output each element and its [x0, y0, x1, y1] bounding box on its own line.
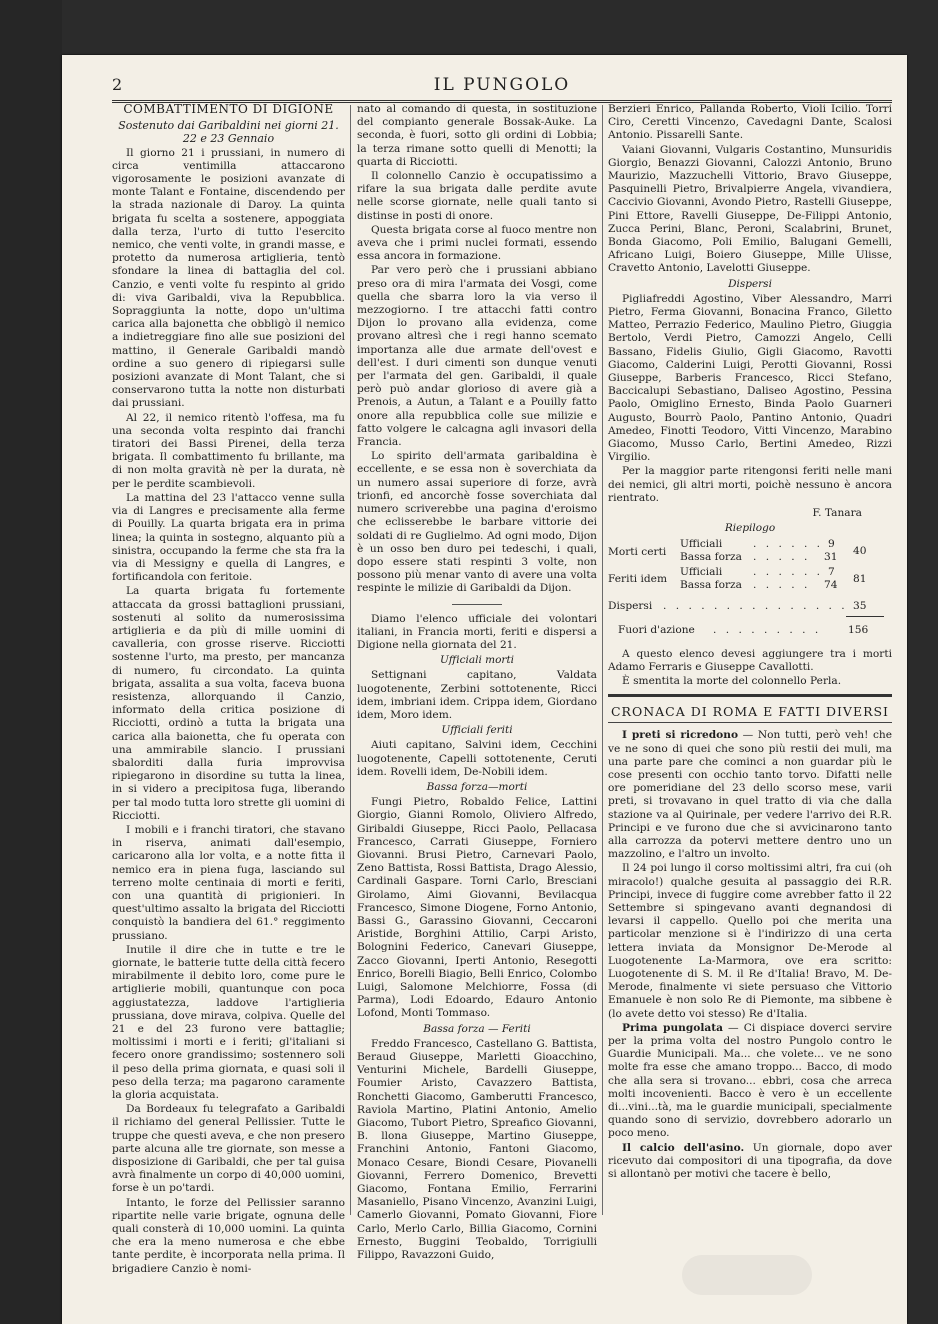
recap-table: Morti certi Ufficiali Bassa forza . . . . . . . . . . . 9 31 40 Feriti idem Ufficiali Bassa forza . . . . . . . . . . . 7 74 81 Dispersi . . . . . . . . . . . . . . . 35 Fuori d'azione . . . . . . . . . 156: [608, 538, 892, 648]
paragraph: nato al comando di questa, in sostituzione del compianto generale Bossak-Auke. La seconda, è fuori, sotto gli ordini di Lobbia; la terza rimane sotto quelli di Menotti; la quarta di Ricciotti.: [357, 103, 597, 168]
paragraph: Il 24 poi lungo il corso moltissimi altri, fra cui (oh miracolo!) qualche gesuita al passaggio dei R.R. Principi, invece di fuggire come avrebber fatto il 22 Settembre si spingevano avanti degnandosi di levarsi il cappello. Quello poi che merita una particolar menzione si è l'indirizzo di una certa lettera inviata da Monsignor De-Merode al Luogotenente La-Marmora, ove era scritto: Luogotenente di S. M. il Re d'Italia! Bravo, M. De-Merode, finalmente vi siete persuaso che Vittorio Emanuele è non solo Re di Piemonte, ma sibbene è (lo avete detto voi stesso) Re d'Italia.: [608, 862, 892, 1020]
paragraph: La mattina del 23 l'attacco venne sulla via di Langres e precisamente alla ferme di Pouilly. La quarta brigata era in prima linea; la quinta in sostegno, alquanto più a sinistra, occupando la ferme che sta fra la via di Messigny e quella di Langres, e fortificandola con feritoie.: [112, 491, 345, 584]
recap-sublabel: Ufficiali: [680, 537, 723, 550]
column-divider: [602, 105, 603, 1215]
recap-sublabel: Ufficiali: [680, 565, 723, 578]
paragraph: Il giorno 21 i prussiani, in numero di circa ventimilla attaccarono vigorosamente le posizioni avanzate di monte Talant e Fontaine, discendendo per la strada nazionale di Daroy. La quinta brigata fu scelta a sostenere, appoggiata dalla terza, l'urto di tutto l'esercito nemico, che venti volte, in grandi masse, e protetto da numerosa artiglieria, tentò sfondare la linea di battaglia del col. Canzio, e venti volte fu respinto al grido di: viva Garibaldi, viva la Repubblica. Sopraggiunta la notte, dopo un'ultima carica alla bajonetta che obbligò il nemico a indietreggiare fino alle sue posizioni del mattino, il Generale Garibaldi mandò ordine a suo genero di ripiegarsi sulle posizioni avanzate di Mont Talant, che si conservarono tutta la notte non disturbati dai prussiani.: [112, 146, 345, 410]
paragraph: I mobili e i franchi tiratori, che stavano in riserva, animati dall'esempio, caricarono alla lor volta, e a notte fitta il nemico era in piena fuga, lasciando sul terreno molte centinaia di morti e feriti, con una quantità di prigionieri. In quest'ultimo assalto la brigata del Ricciotti conquistò la bandiera del 61.° reggimento prussiano.: [112, 823, 345, 942]
news-item-head: Prima pungolata: [622, 1021, 723, 1034]
recap-label: Fuori d'azione: [618, 623, 695, 636]
page-header: [112, 75, 892, 99]
news-item-text: — Ci dispiace doverci servire per la prima volta del nostro Pungolo contro le Guardie Municipali. Ma... che volete... ve ne sono molte fra esse che amano troppo... Bacco, di modo che alla sera si trovano... ebbri, cosa che arreca molti incovenienti. Bacco è vero è un eccellente di...vini...tà, ma le guardie municipali, specialmente quando sono di servizio, dovrebbero adorarlo un poco meno.: [608, 1021, 892, 1140]
paragraph: Da Bordeaux fu telegrafato a Garibaldi il richiamo del general Pellissier. Tutte le truppe che questi aveva, e che non presero parte alcuna alle tre giornate, son messe a disposizione di Garibaldi, che per tal guisa avrà finalmente un corpo di 40,000 uomini, forse è un po'tardi.: [112, 1103, 345, 1195]
section-rule: [608, 722, 892, 723]
column-2: [357, 103, 597, 1263]
section-rule: [608, 694, 892, 697]
paragraph: È smentita la morte del colonnello Perla.: [622, 674, 842, 687]
section-heading: Dispersi: [728, 277, 772, 290]
recap-label: Feriti idem: [608, 572, 667, 585]
recap-total: 156: [848, 623, 869, 636]
recap-sublabel: Bassa forza: [680, 578, 742, 591]
recap-value: 31: [824, 550, 838, 563]
recap-total: 35: [853, 599, 867, 612]
column-1: [112, 103, 345, 1277]
recap-value: 9: [828, 537, 835, 550]
name-list: Freddo Francesco, Castellano G. Battista, Beraud Giuseppe, Marletti Gioacchino, Venturini Michele, Bardelli Giuseppe, Foumier Aristo, Cavazzero Battista, Ronchetti Giacomo, Gamberutti Francesco, Raviola Martino, Platini Antonio, Amelio Giacomo, Tubort Pietro, Spreafico Giovanni, B. llona Giuseppe, Martino Giuseppe, Franchini Antonio, Fantoni Giacomo, Monaco Cesare, Biondi Cesare, Piovanelli Giovanni, Ferrero Domenico, Brevetti Giacomo, Fontana Emilio, Ferrarini Masaniello, Pisano Vincenzo, Avanzini Luigi, Camerlo Giovanni, Pomato Giovanni, Fiore Carlo, Merlo Carlo, Billia Giacomo, Cornini Ernesto, Buggini Teobaldo, Torrigiulli Filippo, Ravazzoni Guido,: [357, 1037, 597, 1262]
newspaper-page: [62, 55, 907, 1324]
recap-total: 81: [853, 572, 867, 585]
column-divider: [350, 105, 351, 1215]
paragraph: Per la maggior parte ritengonsi feriti nelle mani dei nemici, gli altri morti, poichè nessuno è ancora rientrato.: [608, 465, 892, 504]
news-item: [608, 1022, 892, 1141]
name-list: Fungi Pietro, Robaldo Felice, Lattini Giorgio, Gianni Romolo, Oliviero Alfredo, Giribaldi Giuseppe, Ricci Paolo, Pellacasa Francesco, Carrati Giuseppe, Forniero Giovanni. Brusi Pietro, Carnevari Paolo, Zeno Battista, Rossi Battista, Drago Alessio, Cardinali Gaspare. Torni Carlo, Bresciani Girolamo, Aimi Giovanni, Bevilacqua Francesco, Simone Diogene, Forno Antonio, Bassi G., Garassino Giovanni, Ceccaroni Aristide, Borghini Attilio, Carpi Aristo, Bolognini Federico, Canevari Giuseppe, Zacco Giovanni, Iperti Antonio, Resegotti Enrico, Borelli Biagio, Belli Enrico, Colombo Luigi, Salomone Melchiorre, Fossa (di Parma), Lodi Edoardo, Edauro Antonio Lofond, Monti Tommaso.: [357, 796, 597, 1020]
article-title: COMBATTIMENTO DI DIGIONE: [123, 102, 334, 116]
recap-value: 7: [828, 565, 835, 578]
name-list: Aiuti capitano, Salvini idem, Cecchini luogotenente, Capelli sottotenente, Ceruti idem. Rovelli idem, De-Nobili idem.: [357, 739, 597, 778]
paragraph: A questo elenco devesi aggiungere tra i morti Adamo Ferraris e Giuseppe Cavallotti.: [608, 647, 892, 673]
faded-stamp: [682, 1255, 812, 1295]
section-heading: Ufficiali feriti: [441, 724, 513, 737]
paragraph: Diamo l'elenco ufficiale dei volontari italiani, in Francia morti, feriti e dispersi a Digione nella giornata del 21.: [357, 612, 597, 651]
name-list: Settignani capitano, Valdata luogotenente, Zerbini sottotenente, Ricci idem, imbriani idem. Crippa idem, Giordano idem, Moro idem.: [357, 669, 597, 721]
news-item: [608, 729, 892, 861]
section-heading: Bassa forza—morti: [426, 780, 528, 793]
section-heading: Ufficiali morti: [439, 654, 515, 667]
recap-label: Dispersi: [608, 599, 653, 612]
signature: F. Tanara: [812, 507, 862, 520]
news-item: [608, 1142, 892, 1182]
cronaca-title: CRONACA DI ROMA E FATTI DIVERSI: [610, 704, 889, 720]
column-3: [608, 103, 892, 1182]
paragraph: Lo spirito dell'armata garibaldina è eccellente, e se essa non è soverchiata da un numero assai superiore di forze, avrà trionfi, ed ancorchè fosse soverchiata dal numero scriverebbe una pagina d'eroismo che eclisserebbe le barbare vittorie dei soldati di re Guglielmo. Ad ogni modo, Dijon è un osso ben duro pei tedeschi, i quali, dopo essere stati respinti 3 volte, non possono più menar vanto di avere una volta respinte le milizie di Garibaldi da Dijon.: [357, 450, 597, 595]
recap-value: 74: [824, 578, 838, 591]
paragraph: Inutile il dire che in tutte e tre le giornate, le batterie tutte della città fecero mirabilmente il debito loro, come pure le artiglierie mobili, quantunque con poca aggiustatezza, laddove l'artiglieria prussiana, dove mirava, colpiva. Quelle del 21 e del 23 furono vere battaglie; moltissimi i morti e i feriti; gl'italiani si fecero onore grandissimo; sostennero soli il peso della prima giornata, e quasi soli il peso della terza; ma pagarono caramente la gloria acquistata.: [112, 943, 345, 1102]
news-item-head: Il calcio dell'asino.: [622, 1141, 745, 1154]
name-list: Vaiani Giovanni, Vulgaris Costantino, Munsuridis Giorgio, Benazzi Giovanni, Calozzi Antonio, Bruno Maurizio, Mazzuchelli Vittorio, Bravo Giuseppe, Pasquinelli Pietro, Brivalpierre Angela, vivandiera, Caccivio Giovanni, Avondo Pietro, Rastelli Giuseppe, Pini Ettore, Ravelli Giuseppe, De-Filippi Antonio, Zucca Perini, Blanc, Peroni, Scalabrini, Brunet, Bonda Giacomo, Poli Emilio, Balugani Gemelli, Africano Luigi, Boiero Giuseppe, Mille Ulisse, Cravetto Antonio, Lavelotti Giuseppe.: [608, 143, 892, 275]
news-item-head: I preti si ricredono: [622, 729, 739, 742]
recap-total: 40: [853, 544, 867, 557]
section-heading: Riepilogo: [724, 522, 776, 535]
name-list: Berzieri Enrico, Pallanda Roberto, Violi Icilio. Torri Ciro, Ceretti Vincenzo, Cavedagni Dante, Scalosi Antonio. Pissarelli Sante.: [608, 103, 892, 142]
paragraph: Al 22, il nemico ritentò l'offesa, ma fu una seconda volta respinto dai franchi tiratori dei Bassi Pirenei, della terza brigata. Il combattimento fu brillante, ma di non molta gravità nè per la durata, nè per le perdite scambievoli.: [112, 411, 345, 490]
recap-sublabel: Bassa forza: [680, 550, 742, 563]
masthead: IL PUNGOLO: [433, 75, 571, 95]
paragraph: La quarta brigata fu fortemente attaccata da grossi battaglioni prussiani, sostenuti al solito da numerosissima artiglieria e da più di mille uomini di cavalleria, con grosse riserve. Ricciotti sostenne l'urto, ma presto, per mancanza di numero, fu circondato. La quinta brigata, assalita a sua volta, faceva buona resistenza, allorquando il Canzio, informato della critica posizione di Ricciotti, ordinò a tutta la brigata una carica alla baionetta, che fu operata con una ammirabile slancio. I prussiani sbalorditi dalla furia improvvisa ripiegarono in disordine su tutta la linea, in si videro a precipitosa fuga, liberando per tal modo tutta loro strette gli uomini di Ricciotti.: [112, 585, 345, 822]
page-number: 2: [112, 75, 123, 94]
recap-label: Morti certi: [608, 545, 667, 558]
name-list: Pigliafreddi Agostino, Viber Alessandro, Marri Pietro, Ferma Giovanni, Bonacina Franco, Giletto Matteo, Perrazio Federico, Maulino Pietro, Giuggia Bertolo, Verdi Pietro, Camozzi Angelo, Celli Bassano, Fidelis Giulio, Gigli Giacomo, Ravotti Giacomo, Calderini Luigi, Perotti Giovanni, Rossi Giuseppe, Barberis Francesco, Ricci Stefano, Baccicalupi Sebastiano, Daliseo Agostino, Pessina Paolo, Omiglino Ernesto, Binda Paolo Guarneri Augusto, Bourrò Paolo, Pantino Antonio, Quadri Amedeo, Finotti Teodoro, Vitti Vincenzo, Marabino Giacomo, Musso Carlo, Bertini Amedeo, Rizzi Virgilio.: [608, 292, 892, 464]
paragraph: Il colonnello Canzio è occupatissimo a rifare la sua brigata dalle perdite avute nelle scorse giornate, nelle quali tanto si distinse in posti di onore.: [357, 170, 597, 222]
scan-left-margin: [0, 0, 62, 1324]
section-heading: Bassa forza — Feriti: [423, 1022, 531, 1035]
paragraph: Par vero però che i prussiani abbiano preso ora di mira l'armata dei Vosgi, come quella che sbarra loro la via verso il mezzogiorno. I tre attacchi fatti contro Dijon lo provano alla evidenza, come provano altresì che i regi hanno scemato importanza alle due armate dell'ovest e dell'est. I duri cimenti son dunque venuti per l'armata del gen. Garibaldi, il quale però può andar glorioso di avere già a Prenois, a Autun, a Talant e a Pouilly fatto onore alla repubblica colle sue milizie e fatto volgere le calcagna agli invasori della Francia.: [357, 264, 597, 449]
paragraph: Intanto, le forze del Pellissier saranno ripartite nelle varie brigate, ognuna delle quali consterà di 10,000 uomini. La quinta che era la meno numerosa e che ebbe tante perdite, è incorporata nella prima. Il brigadiere Canzio è nomi-: [112, 1196, 345, 1275]
article-subtitle: Sostenuto dai Garibaldini nei giorni 21. 22 e 23 Gennaio: [118, 119, 339, 146]
paragraph: Questa brigata corse al fuoco mentre non aveva che i primi nuclei formati, essendo essa ancora in formazione.: [357, 223, 597, 263]
news-item-text: Un giornale, dopo aver ricevuto dai compositori di una tipografia, da dove si allontanò per motivi che tacere è bello,: [608, 1141, 892, 1181]
section-rule: [452, 604, 502, 605]
news-item-text: — Non tutti, però veh! che ve ne sono di quei che sono più restii dei muli, ma una parte pare che cominci a non guardar più le cose presenti con occhio tanto torvo. Difatti nelle ore pomeridiane del 23 dello scorso mese, varii preti, si trovavano in quel tratto di via che dalla stazione va al Quirinale, per vedere l'arrivo dei R.R. Principi e ve furono due che si avvicinarono tanto alla carrozza da potervi mettere dentro uno un mazzolino, e l'altro un involto.: [608, 729, 893, 861]
